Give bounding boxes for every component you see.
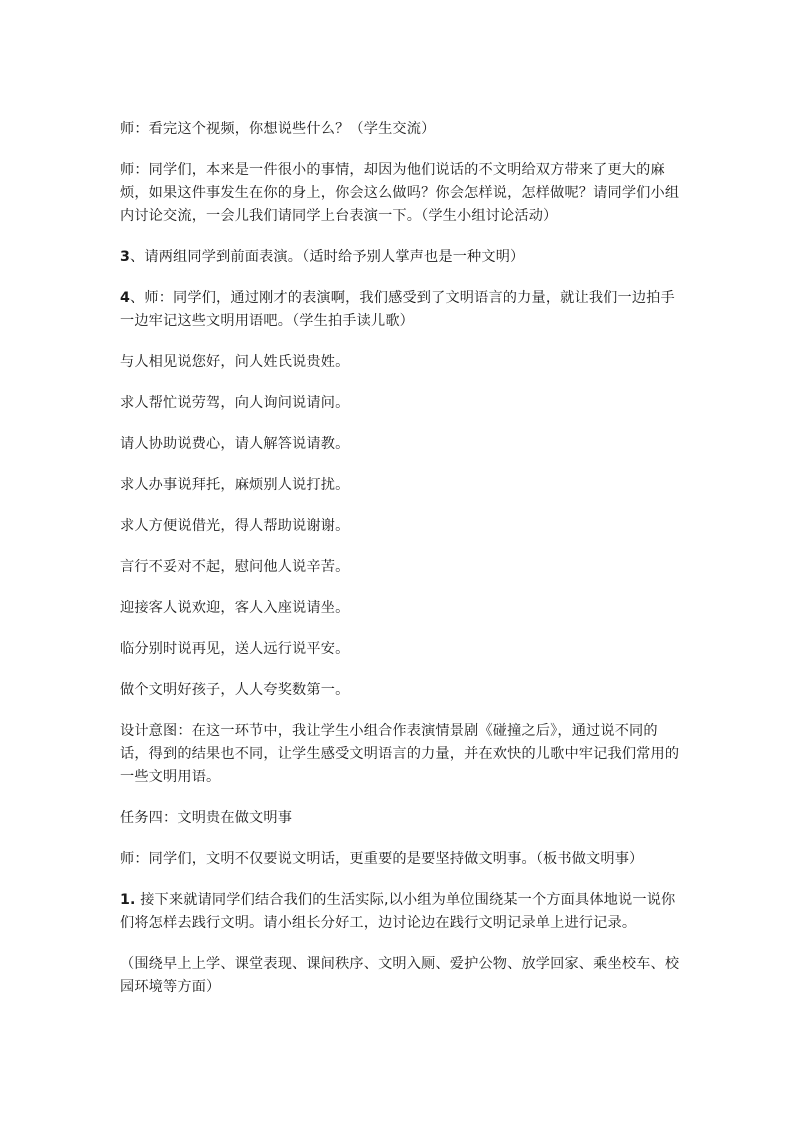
rhyme-line: 求人帮忙说劳驾，向人询问说请问。: [120, 395, 350, 411]
paragraph-step-1: 1. 接下来就请同学们结合我们的生活实际,以小组为单位围绕某一个方面具体地说一说你们将怎样去践行文明。请小组长分好工，边讨论边在践行文明记录单上进行记录。: [120, 892, 676, 931]
rhyme-line: 求人方便说借光，得人帮助说谢谢。: [120, 518, 350, 534]
rhyme-line: 做个文明好孩子，人人夸奖数第一。: [120, 682, 350, 698]
step-number: 3: [120, 249, 131, 265]
step-number: 4: [120, 290, 131, 306]
paragraph-teacher-discussion: 师：同学们，本来是一件很小的事情，却因为他们说话的不文明给双方带来了更大的麻烦，如果这件事发生在你的身上，你会这么做吗？你会怎样说，怎样做呢？请同学们小组内讨论交流，一会儿我们请同学上台表演一下。（学生小组讨论活动）: [120, 162, 680, 224]
rhyme-line: 与人相见说您好，问人姓氏说贵姓。: [120, 354, 350, 370]
rhyme-line: 言行不妥对不起，慰问他人说辛苦。: [120, 559, 350, 575]
paragraph-step-3: 3、请两组同学到前面表演。（适时给予别人掌声也是一种文明）: [120, 249, 525, 265]
paragraph-teacher-civility: 师：同学们，文明不仅要说文明话，更重要的是要坚持做文明事。（板书做文明事）: [120, 851, 644, 867]
step-number: 1.: [120, 892, 136, 908]
paragraph-teacher-question: 师：看完这个视频，你想说些什么？（学生交流）: [120, 121, 436, 137]
paragraph-task-heading: 任务四：文明贵在做文明事: [120, 810, 293, 826]
paragraph-topics: （围绕早上上学、课堂表现、课间秩序、文明入厕、爱护公物、放学回家、乘坐校车、校园环境等方面）: [120, 956, 680, 995]
rhyme-line: 迎接客人说欢迎，客人入座说请坐。: [120, 600, 350, 616]
paragraph-step-4: 4、师：同学们，通过刚才的表演啊，我们感受到了文明语言的力量，就让我们一边拍手一边牢记这些文明用语吧。（学生拍手读儿歌）: [120, 290, 675, 329]
document-body: [120, 118, 680, 1017]
rhyme-line: 请人协助说费心，请人解答说请教。: [120, 436, 350, 452]
paragraph-design-intent: 设计意图：在这一环节中，我让学生小组合作表演情景剧《碰撞之后》，通过说不同的话，得到的结果也不同，让学生感受文明语言的力量，并在欢快的儿歌中牢记我们常用的一些文明用语。: [120, 723, 680, 785]
rhyme-line: 求人办事说拜托，麻烦别人说打扰。: [120, 477, 350, 493]
rhyme-line: 临分别时说再见，送人远行说平安。: [120, 641, 350, 657]
